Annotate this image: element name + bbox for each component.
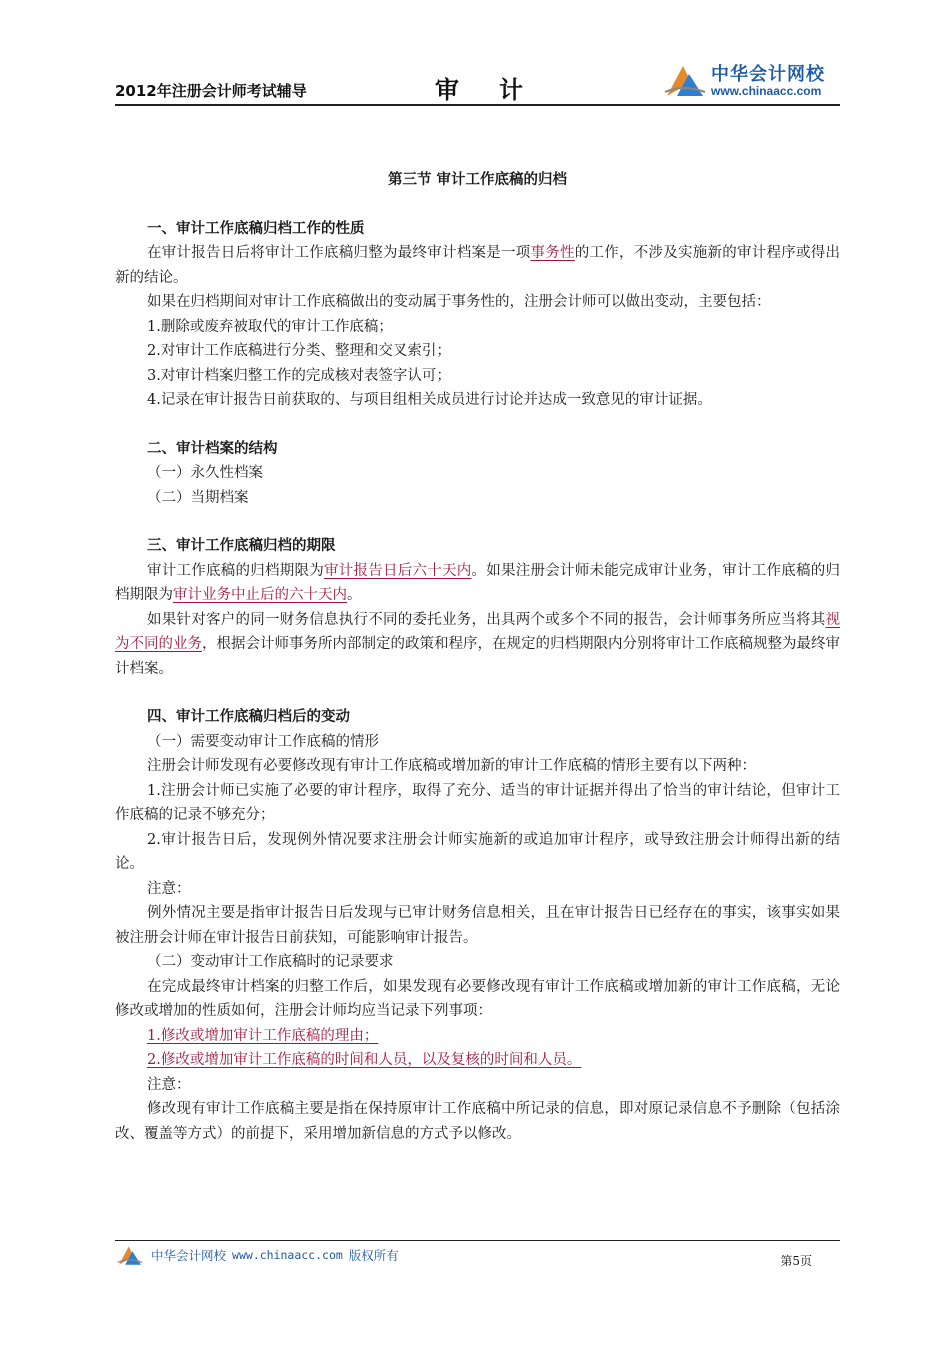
text: ，根据会计师事务所内部制定的政策和程序，在规定的归档期限内分别将审计工作底稿规整为最终审计档案。 — [115, 636, 840, 677]
note-label: 注意： — [147, 1076, 191, 1093]
footer-brand — [115, 1244, 399, 1266]
s4-paragraph-6: 修改现有审计工作底稿主要是指在保持原审计工作底稿中所记录的信息，即对原记录信息不予删除（包括涂改、覆盖等方式）的前提下，采用增加新信息的方式予以修改。 — [115, 1101, 840, 1142]
logo-name: 中华会计网校 — [711, 64, 825, 85]
text: 。 — [347, 587, 362, 603]
s4-paragraph-2: 1.注册会计师已实施了必要的审计程序，取得了充分、适当的审计证据并得出了恰当的审计结论，但审计工作底稿的记录不够充分； — [115, 782, 840, 823]
highlight-text: 1.修改或增加审计工作底稿的理由； — [147, 1027, 379, 1044]
heading-1: 一、审计工作底稿归档工作的性质 — [147, 220, 365, 237]
section-title: 第三节 审计工作底稿的归档 — [387, 172, 568, 188]
subheading: （二）变动审计工作底稿时的记录要求 — [147, 954, 394, 970]
footer-url: www.chinaacc.com — [232, 1248, 343, 1262]
header-subject: 审计 — [435, 76, 563, 104]
heading-4: 四、审计工作底稿归档后的变动 — [147, 709, 350, 725]
list-item: 2.对审计工作底稿进行分类、整理和交叉索引； — [147, 343, 451, 359]
highlight-text: 2.修改或增加审计工作底稿的时间和人员，以及复核的时间和人员。 — [147, 1052, 582, 1068]
text: 审计工作底稿的归档期限为 — [147, 562, 324, 579]
page-header — [115, 58, 840, 104]
highlight-text: 事务性 — [530, 245, 575, 261]
list-item: 1.删除或废弃被取代的审计工作底稿； — [147, 318, 393, 335]
footer-rights: 版权所有 — [348, 1248, 399, 1263]
highlight-text: 审计业务中止后的六十天内 — [173, 587, 347, 603]
s3-paragraph-1 — [115, 559, 840, 608]
logo-url: www.chinaacc.com — [711, 84, 822, 98]
header-title: 2012年注册会计师考试辅导 — [115, 82, 307, 100]
highlight-item — [115, 1048, 840, 1073]
text: 如果针对客户的同一财务信息执行不同的委托业务，出具两个或多个不同的报告，会计师事务所应当将其 — [147, 611, 826, 628]
list-item: （一）永久性档案 — [147, 465, 263, 481]
s4-paragraph-5: 在完成最终审计档案的归整工作后，如果发现有必要修改现有审计工作底稿或增加新的审计工作底稿，无论修改或增加的性质如何，注册会计师均应当记录下列事项： — [115, 978, 840, 1019]
s1-paragraph-2: 如果在归档期间对审计工作底稿做出的变动属于事务性的，注册会计师可以做出变动，主要包括： — [147, 294, 771, 310]
text: 在审计报告日后将审计工作底稿归整为最终审计档案是一项 — [147, 245, 531, 261]
page-footer — [115, 1240, 840, 1275]
list-item: 3.对审计档案归整工作的完成核对表签字认可； — [147, 367, 451, 384]
highlight-text: 视为不同的业务 — [115, 611, 840, 652]
header-rule — [115, 104, 840, 106]
page-number: 第5页 — [780, 1254, 812, 1268]
heading-2: 二、审计档案的结构 — [147, 440, 278, 457]
document-body — [115, 168, 840, 1146]
highlight-item — [115, 1024, 840, 1049]
s3-paragraph-2 — [115, 608, 840, 682]
highlight-text: 审计报告日后六十天内 — [324, 562, 472, 579]
s4-paragraph-4: 例外情况主要是指审计报告日后发现与已审计财务信息相关，且在审计报告日已经存在的事实，该事实如果被注册会计师在审计报告日前获知，可能影响审计报告。 — [115, 905, 840, 946]
logo-mark-icon — [115, 1244, 145, 1266]
s4-paragraph-3: 2.审计报告日后，发现例外情况要求注册会计师实施新的或追加审计程序，或导致注册会计师得出新的结论。 — [115, 831, 840, 872]
list-item: （二）当期档案 — [147, 489, 249, 506]
text: 。如果注册会计师未能完成审计业务，审计工作底稿的归档期限为 — [115, 562, 840, 603]
footer-brand-name: 中华会计网校 — [151, 1248, 227, 1263]
s4-paragraph-1: 注册会计师发现有必要修改现有审计工作底稿或增加新的审计工作底稿的情形主要有以下两种： — [147, 758, 756, 774]
s1-paragraph-1 — [115, 241, 840, 290]
brand-logo — [663, 58, 843, 102]
list-item: 4.记录在审计报告日前获取的、与项目组相关成员进行讨论并达成一致意见的审计证据。 — [147, 392, 712, 408]
heading-3: 三、审计工作底稿归档的期限 — [147, 538, 336, 554]
text: 的工作，不涉及实施新的审计程序或得出新的结论。 — [115, 245, 840, 286]
subheading: （一）需要变动审计工作底稿的情形 — [147, 733, 379, 750]
note-label: 注意： — [147, 880, 191, 897]
logo-mark-icon — [663, 62, 707, 98]
